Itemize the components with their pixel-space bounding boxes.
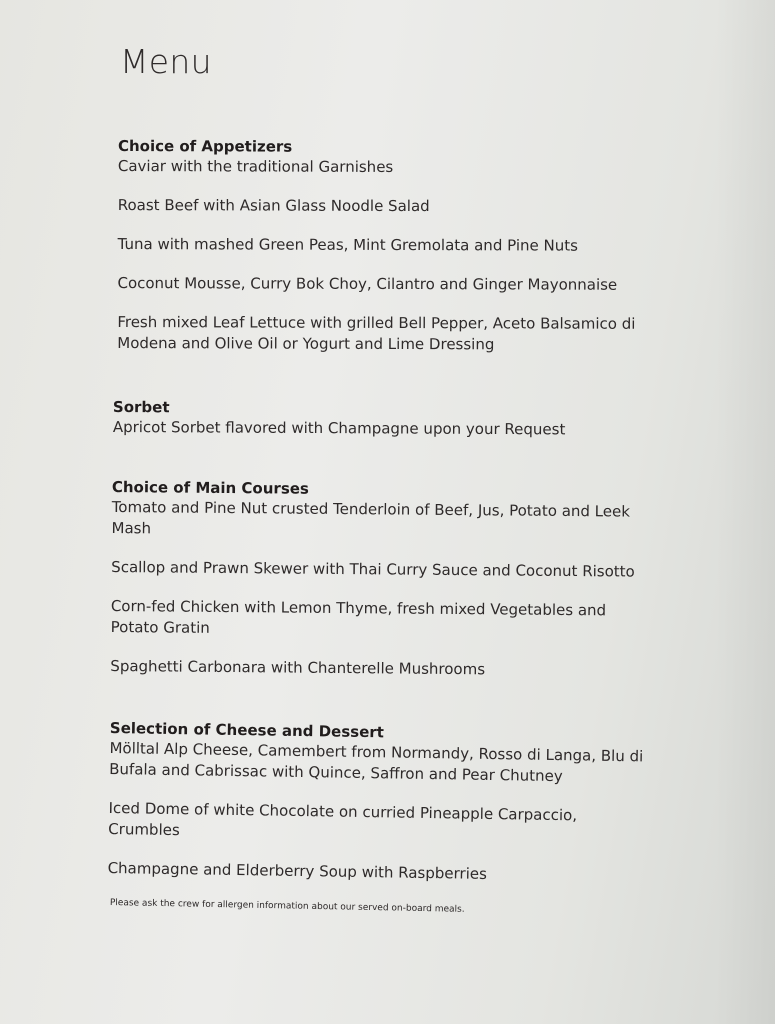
section-heading: Choice of Appetizers xyxy=(117,137,293,156)
section-heading: Selection of Cheese and Dessert xyxy=(109,718,385,742)
menu-item: Crumbles xyxy=(108,819,180,840)
menu-item: Scallop and Prawn Skewer with Thai Curry Sauce and Coconut Risotto xyxy=(111,557,635,581)
section-appetizers xyxy=(117,136,678,356)
allergen-footnote: Please ask the crew for allergen information about our served on-board meals. xyxy=(109,898,465,915)
menu-title: Menu xyxy=(120,42,212,81)
section-main-courses xyxy=(110,477,672,682)
menu-item: Apricot Sorbet flavored with Champagne upon your Request xyxy=(112,417,566,439)
menu-item: Spaghetti Carbonara with Chanterelle Mushrooms xyxy=(110,656,486,679)
menu-item: Tomato and Pine Nut crusted Tenderloin of Beef, Jus, Potato and Leek xyxy=(111,497,631,521)
menu-item: Champagne and Elderberry Soup with Raspberries xyxy=(107,858,488,883)
section-heading: Sorbet xyxy=(112,398,170,417)
section-heading: Choice of Main Courses xyxy=(111,477,309,498)
menu-item: Roast Beef with Asian Glass Noodle Salad xyxy=(117,195,430,216)
section-sorbet xyxy=(113,397,673,441)
menu-item: Mash xyxy=(111,518,152,538)
menu-item: Caviar with the traditional Garnishes xyxy=(117,156,394,176)
menu-item: Fresh mixed Leaf Lettuce with grilled Bell Pepper, Aceto Balsamico di xyxy=(117,312,636,333)
menu-item: Iced Dome of white Chocolate on curried Pineapple Carpaccio, xyxy=(108,798,578,825)
section-cheese-dessert xyxy=(107,718,669,888)
page-edge-shadow xyxy=(715,0,775,1024)
menu-item: Coconut Mousse, Curry Bok Choy, Cilantro and Ginger Mayonnaise xyxy=(117,273,618,294)
menu-item: Modena and Olive Oil or Yogurt and Lime Dressing xyxy=(117,333,495,354)
menu-item: Corn-fed Chicken with Lemon Thyme, fresh mixed Vegetables and xyxy=(110,596,607,620)
menu-item: Bufala and Cabrissac with Quince, Saffron and Pear Chutney xyxy=(109,759,563,786)
menu-item: Potato Gratin xyxy=(110,617,210,637)
menu-item: Mölltal Alp Cheese, Camembert from Normandy, Rosso di Langa, Blu di xyxy=(109,738,644,766)
menu-item: Tuna with mashed Green Peas, Mint Gremolata and Pine Nuts xyxy=(117,234,578,255)
